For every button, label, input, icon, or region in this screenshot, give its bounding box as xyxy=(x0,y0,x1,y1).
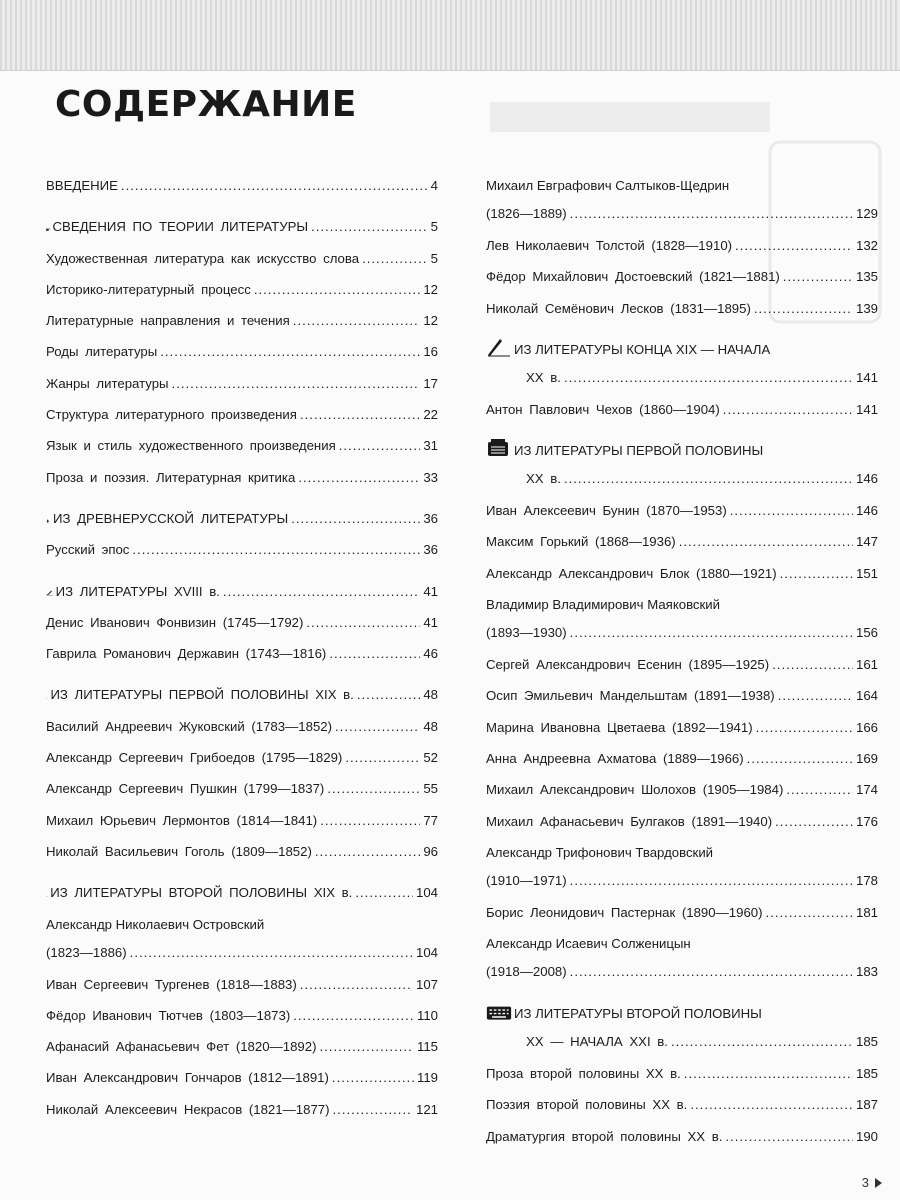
leader-dots xyxy=(570,200,853,228)
toc-page-number: 5 xyxy=(430,219,438,235)
toc-entry xyxy=(486,897,878,928)
toc-entry xyxy=(486,170,878,230)
toc-right-column xyxy=(486,170,878,1152)
toc-entry-title: ИЗ ЛИТЕРАТУРЫ ВТОРОЙ ПОЛОВИНЫ xyxy=(514,1006,762,1022)
leader-dots xyxy=(778,680,853,711)
leader-dots xyxy=(329,638,420,669)
keyboard-icon xyxy=(486,1003,512,1023)
scan-top-band xyxy=(0,0,900,71)
toc-entry xyxy=(486,589,878,649)
toc-entry xyxy=(486,774,878,805)
toc-page-number: 119 xyxy=(416,1070,438,1086)
toc-entry-title: Александр Николаевич Островский xyxy=(46,916,265,932)
toc-entry-label: Фёдор Михайлович Достоевский (1821—1881) xyxy=(486,269,780,285)
toc-page-number: 132 xyxy=(855,238,878,253)
toc-entry-label: Иван Александрович Гончаров (1812—1891) xyxy=(46,1070,329,1086)
dip-pen-icon xyxy=(46,877,48,897)
toc-entry-label: Михаил Юрьевич Лермонтов (1814—1841) xyxy=(46,812,318,828)
toc-section-heading xyxy=(486,334,878,394)
toc-entry xyxy=(46,909,438,969)
inkwell-icon xyxy=(46,679,48,699)
toc-entry xyxy=(486,680,878,711)
toc-page-number: 22 xyxy=(423,407,438,423)
toc-entry-label: (1826—1889) xyxy=(486,206,567,221)
toc-page-number: 174 xyxy=(855,782,878,798)
leader-dots xyxy=(564,364,853,392)
toc-page-number: 48 xyxy=(423,687,438,703)
toc-entry xyxy=(46,969,438,1000)
toc-entry-label: Александр Сергеевич Грибоедов (1795—1829) xyxy=(46,750,343,766)
toc-entry xyxy=(46,243,438,274)
toc-page-number: 115 xyxy=(416,1039,438,1055)
toc-entry xyxy=(486,743,878,774)
toc-entry-label: Проза и поэзия. Литературная критика xyxy=(46,469,296,485)
toc-entry xyxy=(486,1121,878,1152)
toc-page-number: 104 xyxy=(415,944,438,960)
pen-icon xyxy=(486,337,512,357)
toc-entry-label: Художественная литература как искусство слова xyxy=(46,250,360,266)
toc-page-number: 139 xyxy=(855,300,878,316)
toc-entry-label: Николай Васильевич Гоголь (1809—1852) xyxy=(46,843,312,859)
toc-entry-label: Жанры литературы xyxy=(46,375,169,391)
leader-dots xyxy=(772,649,853,680)
toc-page-number: 107 xyxy=(415,976,438,992)
toc-entry-label: ИЗ ДРЕВНЕРУССКОЙ ЛИТЕРАТУРЫ xyxy=(53,510,289,526)
leader-dots xyxy=(570,958,853,986)
toc-section-heading xyxy=(486,435,878,495)
toc-entry-label: Михаил Александрович Шолохов (1905—1984) xyxy=(486,782,784,798)
page-title: СОДЕРЖАНИЕ xyxy=(55,84,357,125)
toc-entry xyxy=(46,773,438,804)
toc-page-number: 110 xyxy=(416,1007,438,1023)
toc-page-number: 46 xyxy=(423,646,438,662)
toc-page-number: 161 xyxy=(855,657,878,673)
toc-entry-label: Николай Семёнович Лесков (1831—1895) xyxy=(486,300,751,316)
toc-entry-label: Максим Горький (1868—1936) xyxy=(486,534,676,550)
toc-entry-label: XX в. xyxy=(526,471,561,487)
toc-page-number: 141 xyxy=(855,369,878,385)
toc-page-number: 166 xyxy=(855,719,878,735)
toc-entry-title: Александр Исаевич Солженицын xyxy=(486,936,691,952)
toc-page-number: 52 xyxy=(423,750,438,766)
leader-dots xyxy=(315,836,420,867)
toc-entry-label: Антон Павлович Чехов (1860—1904) xyxy=(486,401,720,417)
toc-section-heading xyxy=(46,503,438,534)
toc-page-number: 164 xyxy=(855,688,878,704)
toc-left-column xyxy=(46,170,438,1125)
toc-entry xyxy=(46,1031,438,1062)
leader-dots xyxy=(311,211,428,242)
toc-entry-label: Осип Эмильевич Мандельштам (1891—1938) xyxy=(486,688,775,704)
leader-dots xyxy=(254,274,421,305)
leader-dots xyxy=(754,293,853,324)
leader-dots xyxy=(355,877,413,908)
toc-entry-label: Историко-литературный процесс xyxy=(46,281,251,297)
toc-entry-label: Василий Андреевич Жуковский (1783—1852) xyxy=(46,718,333,734)
toc-entry-label: ИЗ ЛИТЕРАТУРЫ ВТОРОЙ ПОЛОВИНЫ XIX в. xyxy=(50,885,353,901)
leader-dots xyxy=(132,534,420,565)
toc-entry xyxy=(486,1089,878,1120)
toc-section-heading xyxy=(486,998,878,1058)
toc-page-number: 146 xyxy=(855,503,878,519)
toc-page-number: 33 xyxy=(423,469,438,485)
toc-entry xyxy=(46,1000,438,1031)
toc-entry-label: ИЗ ЛИТЕРАТУРЫ XVIII в. xyxy=(55,583,220,599)
leader-dots xyxy=(306,607,420,638)
toc-entry xyxy=(486,230,878,261)
toc-entry xyxy=(46,399,438,430)
toc-entry xyxy=(46,170,438,201)
leader-dots xyxy=(320,805,420,836)
leader-dots xyxy=(121,170,428,201)
toc-page-number: 36 xyxy=(423,510,438,526)
leader-dots xyxy=(319,1031,414,1062)
toc-entry xyxy=(46,336,438,367)
toc-section-heading xyxy=(46,877,438,908)
toc-entry-label: XX в. xyxy=(526,369,561,385)
leader-dots xyxy=(570,867,853,895)
toc-page-number: 187 xyxy=(855,1097,878,1113)
toc-entry xyxy=(486,928,878,988)
toc-entry-label: (1910—1971) xyxy=(486,872,567,888)
toc-entry-title: Владимир Владимирович Маяковский xyxy=(486,597,721,613)
toc-entry-label: Язык и стиль художественного произведения xyxy=(46,438,336,454)
toc-entry xyxy=(46,534,438,565)
toc-entry xyxy=(46,368,438,399)
toc-entry-label: Николай Алексеевич Некрасов (1821—1877) xyxy=(46,1101,330,1117)
leader-dots xyxy=(160,336,420,367)
leader-dots xyxy=(293,305,421,336)
toc-entry-label: Иван Сергеевич Тургенев (1818—1883) xyxy=(46,976,297,992)
toc-section-heading xyxy=(46,576,438,607)
toc-page-number: 12 xyxy=(423,281,438,297)
toc-entry-label: (1823—1886) xyxy=(46,944,127,960)
toc-page-number: 41 xyxy=(423,614,438,630)
toc-entry xyxy=(46,711,438,742)
toc-entry-label: Борис Леонидович Пастернак (1890—1960) xyxy=(486,904,763,920)
toc-page-number: 147 xyxy=(855,534,878,550)
toc-entry-title: Александр Трифонович Твардовский xyxy=(486,844,714,860)
typewriter-icon xyxy=(486,438,512,458)
leader-dots xyxy=(723,394,853,425)
leader-dots xyxy=(684,1058,853,1089)
toc-page-number: 156 xyxy=(855,625,878,641)
toc-entry-label: Михаил Афанасьевич Булгаков (1891—1940) xyxy=(486,813,773,829)
toc-page-number: 77 xyxy=(423,812,438,828)
toc-entry xyxy=(46,742,438,773)
toc-entry xyxy=(46,305,438,336)
leader-dots xyxy=(725,1121,853,1152)
toc-entry xyxy=(486,261,878,292)
next-arrow-icon xyxy=(875,1178,882,1188)
toc-entry xyxy=(486,806,878,837)
toc-entry xyxy=(46,462,438,493)
leader-dots xyxy=(690,1089,853,1120)
leader-dots xyxy=(130,939,413,967)
leader-dots xyxy=(362,243,428,274)
toc-page-number: 185 xyxy=(855,1034,878,1050)
toc-page-number: 96 xyxy=(423,843,438,859)
toc-page-number: 141 xyxy=(855,401,878,417)
toc-entry-title: ИЗ ЛИТЕРАТУРЫ ПЕРВОЙ ПОЛОВИНЫ xyxy=(514,443,764,459)
toc-entry-label: Роды литературы xyxy=(46,344,158,360)
toc-entry-label: Поэзия второй половины XX в. xyxy=(486,1097,688,1113)
toc-entry-label: (1893—1930) xyxy=(486,625,567,641)
toc-page-number: 151 xyxy=(855,565,878,581)
toc-entry xyxy=(486,1058,878,1089)
toc-entry-label: Иван Алексеевич Бунин (1870—1953) xyxy=(486,503,727,519)
toc-entry xyxy=(46,607,438,638)
toc-page-number: 135 xyxy=(855,269,878,285)
toc-entry xyxy=(46,430,438,461)
toc-entry xyxy=(46,1094,438,1125)
book-icon xyxy=(46,211,51,231)
toc-entry-label: Денис Иванович Фонвизин (1745—1792) xyxy=(46,614,304,630)
leader-dots xyxy=(747,743,853,774)
leader-dots xyxy=(671,1028,853,1056)
toc-page-number: 41 xyxy=(423,583,438,599)
toc-entry-label: Александр Сергеевич Пушкин (1799—1837) xyxy=(46,781,325,797)
leader-dots xyxy=(735,230,853,261)
toc-page-number: 190 xyxy=(855,1128,878,1144)
toc-page-number: 176 xyxy=(855,813,878,829)
feather-quill-icon xyxy=(46,576,54,596)
leader-dots xyxy=(293,1000,414,1031)
toc-page-number: 12 xyxy=(423,313,438,329)
toc-entry xyxy=(46,274,438,305)
toc-entry-label: Марина Ивановна Цветаева (1892—1941) xyxy=(486,719,753,735)
leader-dots xyxy=(564,465,853,493)
toc-entry xyxy=(486,558,878,589)
toc-section-heading xyxy=(46,679,438,710)
toc-entry xyxy=(46,805,438,836)
toc-entry-title: Михаил Евграфович Салтыков-Щедрин xyxy=(486,178,730,193)
toc-section-heading xyxy=(46,211,438,242)
toc-entry-label: Проза второй половины XX в. xyxy=(486,1066,681,1082)
toc-entry xyxy=(486,394,878,425)
leader-dots xyxy=(298,462,420,493)
toc-entry xyxy=(46,638,438,669)
toc-entry xyxy=(486,649,878,680)
leader-dots xyxy=(766,897,853,928)
leader-dots xyxy=(172,368,421,399)
toc-page-number: 169 xyxy=(855,750,878,766)
toc-page-number: 183 xyxy=(855,964,878,980)
toc-entry-label: XX — НАЧАЛА XXI в. xyxy=(526,1034,668,1050)
toc-page-number: 55 xyxy=(423,781,438,797)
toc-page-number: 36 xyxy=(423,542,438,558)
toc-entry-label: Структура литературного произведения xyxy=(46,407,297,423)
leader-dots xyxy=(780,558,853,589)
page-number xyxy=(862,1175,882,1190)
leader-dots xyxy=(335,711,420,742)
toc-entry-label: Гаврила Романович Державин (1743—1816) xyxy=(46,646,327,662)
toc-entry xyxy=(486,526,878,557)
toc-page-number: 16 xyxy=(423,344,438,360)
toc-entry-label: Анна Андреевна Ахматова (1889—1966) xyxy=(486,750,744,766)
toc-entry-label: Русский эпос xyxy=(46,542,130,558)
leader-dots xyxy=(300,399,420,430)
leader-dots xyxy=(332,1062,414,1093)
toc-entry xyxy=(486,495,878,526)
toc-entry xyxy=(46,1062,438,1093)
toc-entry-label: Сергей Александрович Есенин (1895—1925) xyxy=(486,657,770,673)
leader-dots xyxy=(756,712,853,743)
quill-nib-icon xyxy=(46,503,51,523)
toc-entry xyxy=(46,836,438,867)
leader-dots xyxy=(223,576,420,607)
page-number-value: 3 xyxy=(861,1175,869,1190)
leader-dots xyxy=(327,773,420,804)
leader-dots xyxy=(570,619,853,647)
leader-dots xyxy=(357,679,420,710)
toc-entry xyxy=(486,837,878,897)
toc-entry-label: ВВЕДЕНИЕ xyxy=(46,178,118,193)
toc-page-number: 104 xyxy=(415,885,438,901)
leader-dots xyxy=(291,503,420,534)
toc-entry-label: Александр Александрович Блок (1880—1921) xyxy=(486,565,777,581)
toc-page-number: 5 xyxy=(430,250,438,266)
toc-entry-label: ИЗ ЛИТЕРАТУРЫ ПЕРВОЙ ПОЛОВИНЫ XIX в. xyxy=(50,687,354,703)
leader-dots xyxy=(345,742,420,773)
leader-dots xyxy=(333,1094,413,1125)
toc-page-number: 146 xyxy=(855,471,878,487)
toc-entry-label: Лев Николаевич Толстой (1828—1910) xyxy=(486,238,733,253)
toc-page-number: 178 xyxy=(855,872,878,888)
toc-entry xyxy=(486,293,878,324)
toc-entry-label: Афанасий Афанасьевич Фет (1820—1892) xyxy=(46,1039,317,1055)
toc-entry xyxy=(486,712,878,743)
toc-entry-label: (1918—2008) xyxy=(486,964,567,980)
toc-page-number: 17 xyxy=(423,375,438,391)
leader-dots xyxy=(786,774,853,805)
leader-dots xyxy=(783,261,853,292)
leader-dots xyxy=(730,495,853,526)
toc-page-number: 121 xyxy=(415,1101,438,1117)
toc-entry-label: Фёдор Иванович Тютчев (1803—1873) xyxy=(46,1007,291,1023)
toc-page-number: 129 xyxy=(855,206,878,221)
toc-page-number: 185 xyxy=(855,1066,878,1082)
toc-page-number: 181 xyxy=(855,904,878,920)
toc-page-number: 48 xyxy=(423,718,438,734)
leader-dots xyxy=(679,526,853,557)
leader-dots xyxy=(300,969,413,1000)
toc-page-number: 4 xyxy=(430,178,438,193)
leader-dots xyxy=(339,430,421,461)
leader-dots xyxy=(775,806,853,837)
toc-entry-label: СВЕДЕНИЯ ПО ТЕОРИИ ЛИТЕРАТУРЫ xyxy=(52,219,309,235)
toc-entry-label: Драматургия второй половины XX в. xyxy=(486,1128,723,1144)
toc-entry-title: ИЗ ЛИТЕРАТУРЫ КОНЦА XIX — НАЧАЛА xyxy=(514,341,771,357)
toc-page-number: 31 xyxy=(423,438,438,454)
toc-entry-label: Литературные направления и течения xyxy=(46,313,290,329)
